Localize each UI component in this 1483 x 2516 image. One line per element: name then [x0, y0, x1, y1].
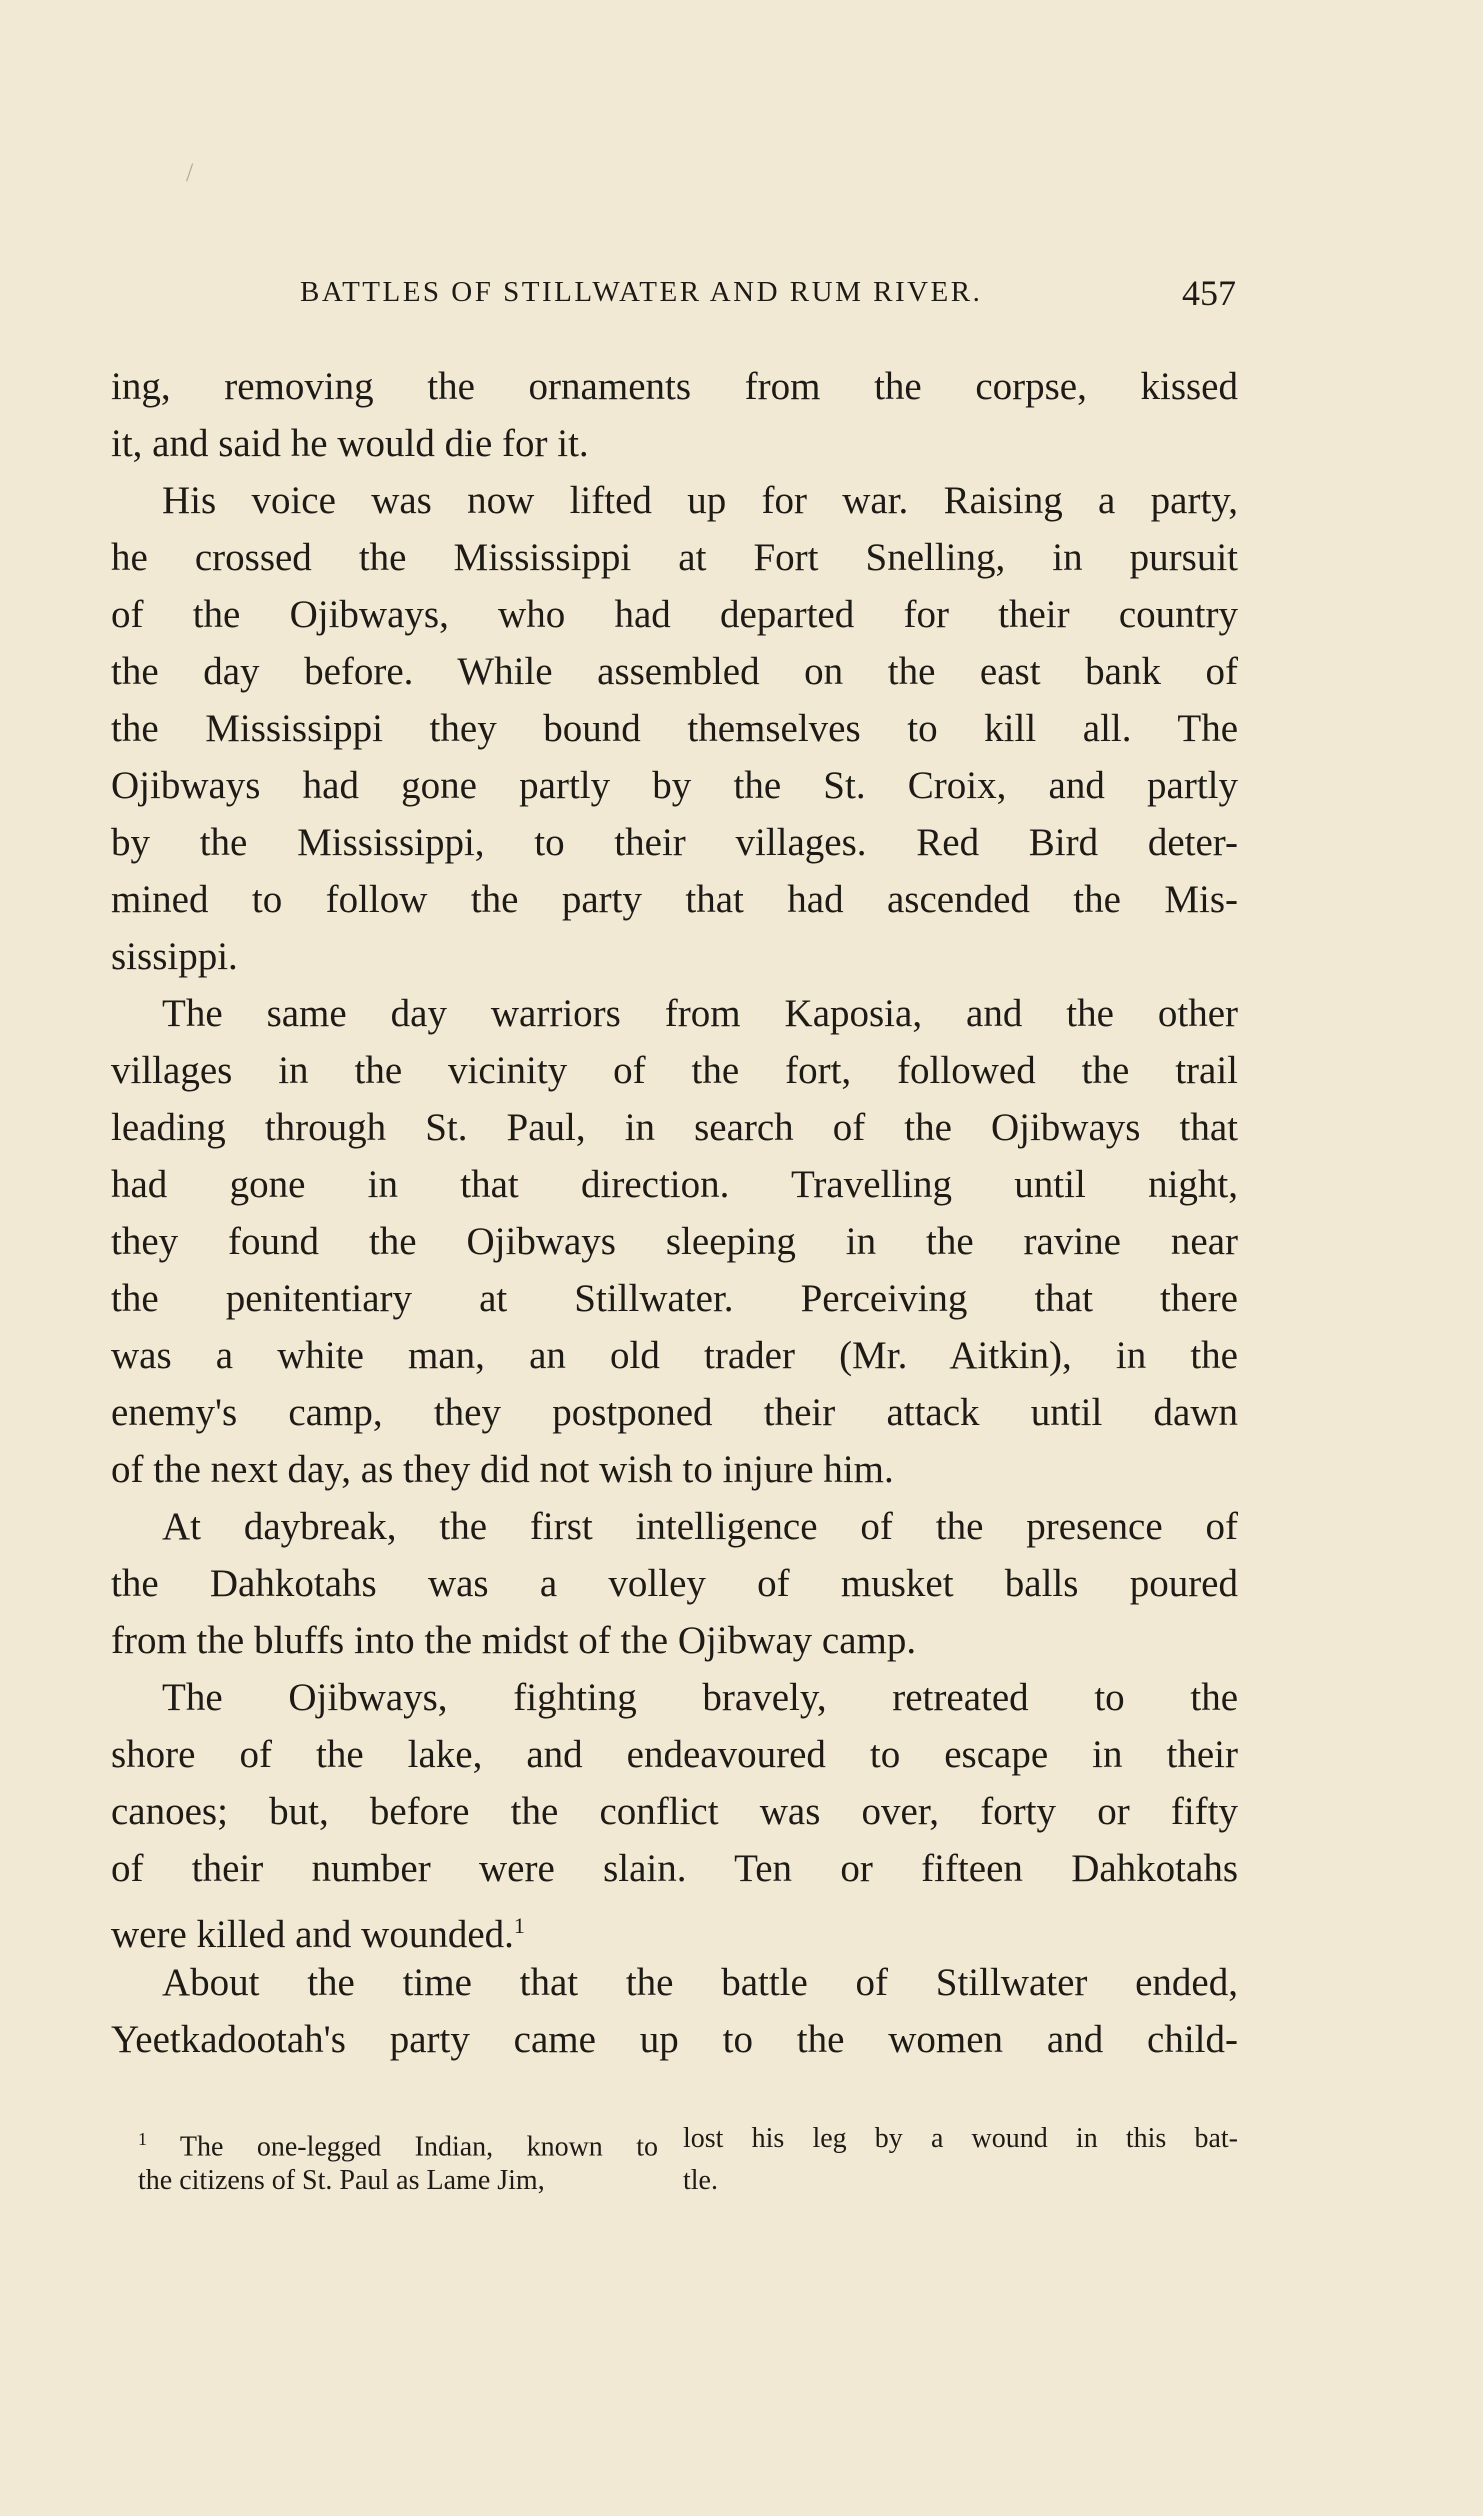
text-line: The same day warriors from Kaposia, and the other — [162, 992, 1238, 1035]
page-number: 457 — [1182, 273, 1236, 313]
text-line: Yeetkadootah's party came up to the women and child- — [111, 2018, 1238, 2061]
text-line: of their number were slain. Ten or fifteen Dahkotahs — [111, 1847, 1238, 1890]
text-line: About the time that the battle of Stillwater ended, — [162, 1961, 1238, 2004]
text-line: the day before. While assembled on the east bank of — [111, 650, 1238, 693]
text-line: the Mississippi they bound themselves to kill all. The — [111, 707, 1238, 750]
text-line: shore of the lake, and endeavoured to escape in their — [111, 1733, 1238, 1776]
text-line: sissippi. — [111, 935, 238, 978]
text-line: he crossed the Mississippi at Fort Snelling, in pursuit — [111, 536, 1238, 579]
footnote-line — [138, 2118, 658, 2163]
text-line-with-footnote — [111, 1897, 1238, 1954]
text-line: was a white man, an old trader (Mr. Aitkin), in the — [111, 1334, 1238, 1377]
footnote-column-right — [683, 2118, 1238, 2202]
text-line: of the next day, as they did not wish to injure him. — [111, 1448, 894, 1491]
text-line: by the Mississippi, to their villages. Red Bird deter- — [111, 821, 1238, 864]
running-head — [300, 273, 1236, 320]
text-line: the penitentiary at Stillwater. Perceiving that there — [111, 1277, 1238, 1320]
running-title: BATTLES OF STILLWATER AND RUM RIVER. — [300, 276, 983, 308]
text-line: At daybreak, the first intelligence of the presence of — [162, 1505, 1238, 1548]
footnote-line: lost his leg by a wound in this bat- — [683, 2123, 1238, 2154]
text-line: enemy's camp, they postponed their attack until dawn — [111, 1391, 1238, 1434]
text-line: had gone in that direction. Travelling until night, — [111, 1163, 1238, 1206]
text-line: ing, removing the ornaments from the corpse, kissed — [111, 365, 1238, 408]
margin-mark: / — [186, 158, 194, 187]
text-line: the Dahkotahs was a volley of musket balls poured — [111, 1562, 1238, 1605]
footnote-marker: 1 — [138, 2129, 147, 2149]
footnote-line: the citizens of St. Paul as Lame Jim, — [138, 2165, 545, 2196]
text-line: it, and said he would die for it. — [111, 422, 589, 465]
footnote-reference: 1 — [513, 1913, 525, 1938]
text-line: Ojibways had gone partly by the St. Croix, and partly — [111, 764, 1238, 807]
text-line-content: were killed and wounded. — [111, 1913, 514, 1956]
text-line: His voice was now lifted up for war. Raising a party, — [162, 479, 1238, 522]
text-line: canoes; but, before the conflict was over, forty or fifty — [111, 1790, 1238, 1833]
text-line: from the bluffs into the midst of the Ojibway camp. — [111, 1619, 917, 1662]
text-line: mined to follow the party that had ascended the Mis- — [111, 878, 1238, 921]
body-text — [111, 358, 1238, 2068]
text-line: they found the Ojibways sleeping in the ravine near — [111, 1220, 1238, 1263]
text-line: The Ojibways, fighting bravely, retreated to the — [162, 1676, 1238, 1719]
text-line: leading through St. Paul, in search of the Ojibways that — [111, 1106, 1238, 1149]
footnote-column-left — [138, 2118, 658, 2202]
footnote-line: tle. — [683, 2165, 718, 2196]
text-line: of the Ojibways, who had departed for their country — [111, 593, 1238, 636]
footnote-line-text: The one-legged Indian, known to — [179, 2131, 658, 2163]
text-line: villages in the vicinity of the fort, followed the trail — [111, 1049, 1238, 1092]
